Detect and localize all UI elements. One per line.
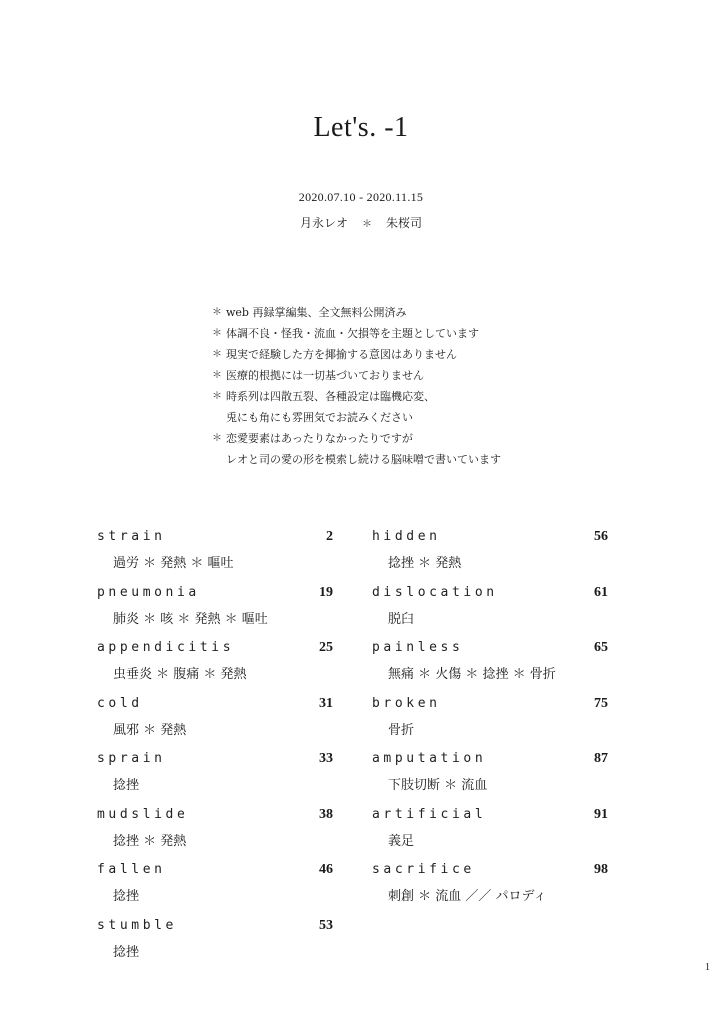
- toc-entry[interactable]: [97, 806, 333, 862]
- note-item: [212, 386, 552, 428]
- author-left: 月永レオ: [299, 216, 348, 230]
- note-line: web 再録掌編集、全文無料公開済み: [226, 306, 407, 319]
- toc-entry-page: 61: [594, 584, 608, 600]
- note-item: [212, 428, 552, 470]
- toc-entry-page: 87: [594, 751, 608, 766]
- toc-entry-title: stumble: [97, 917, 177, 933]
- toc-entry-title: mudslide: [97, 806, 189, 822]
- note-item: [212, 323, 552, 344]
- toc-entry-tags: 捻挫 ＊ 発熱: [113, 833, 187, 849]
- toc-entry-tags: 過労 ＊ 発熱 ＊ 嘔吐: [113, 556, 234, 571]
- toc-entry[interactable]: [372, 639, 608, 695]
- note-line: 時系列は四散五裂、各種設定は臨機応変、: [226, 390, 435, 403]
- toc-entry-title: dislocation: [372, 584, 498, 600]
- toc-entry[interactable]: [97, 528, 333, 584]
- toc-entry-tags: 捻挫: [113, 778, 140, 793]
- toc-entry-page: 98: [594, 862, 608, 877]
- toc-entry[interactable]: [97, 639, 333, 695]
- toc-entry[interactable]: [97, 750, 333, 806]
- page-title: Let's. -1: [313, 112, 409, 143]
- toc-entry-tags: 捻挫: [113, 889, 140, 904]
- toc-entry[interactable]: [372, 750, 608, 806]
- note-item: [212, 302, 552, 323]
- toc-entry-title: artificial: [372, 806, 487, 822]
- note-item: [212, 365, 552, 386]
- note-line: 現実で経験した方を揶揄する意図はありません: [226, 348, 457, 361]
- toc-entry-tags: 虫垂炎 ＊ 腹痛 ＊ 発熱: [113, 667, 247, 682]
- toc-entry-title: sacrifice: [372, 862, 475, 877]
- toc-entry-tags: 捻挫: [113, 944, 140, 960]
- toc-entry-page: 53: [319, 917, 333, 933]
- note-item: [212, 344, 552, 365]
- toc-entry-title: cold: [97, 695, 143, 711]
- toc-entry-title: pneumonia: [97, 584, 200, 600]
- toc-entry-page: 46: [319, 862, 333, 877]
- toc-entry[interactable]: [97, 695, 333, 751]
- toc-entry-title: fallen: [97, 862, 166, 877]
- note-line: 恋愛要素はあったりなかったりですが: [226, 432, 413, 445]
- toc-entry-tags: 下肢切断 ＊ 流血: [388, 778, 488, 793]
- toc-entry-tags: 骨折: [388, 722, 415, 738]
- toc-entry-page: 38: [319, 806, 333, 822]
- toc-entry-page: 33: [319, 751, 333, 766]
- note-line-continued: 兎にも角にも雰囲気でお読みください: [226, 411, 413, 424]
- toc-entry-page: 75: [594, 695, 608, 711]
- toc-entry-title: hidden: [372, 529, 441, 544]
- toc-entry-title: appendicitis: [97, 640, 235, 655]
- note-line: 体調不良・怪我・流血・欠損等を主題としています: [226, 327, 479, 340]
- page-number: 1: [705, 962, 710, 973]
- toc-entry-title: painless: [372, 640, 464, 655]
- note-line: 医療的根拠には一切基づいておりません: [226, 369, 424, 382]
- toc-entry-page: 2: [326, 529, 333, 544]
- toc-entry-title: amputation: [372, 751, 487, 766]
- toc-entry-tags: 風邪 ＊ 発熱: [113, 722, 187, 738]
- toc-entry-title: strain: [97, 529, 166, 544]
- toc-entry[interactable]: [372, 806, 608, 862]
- toc-entry[interactable]: [97, 584, 333, 640]
- author-separator: ＊: [362, 219, 372, 230]
- note-line-continued: レオと司の愛の形を模索し続ける脳味噌で書いています: [226, 453, 501, 466]
- toc-entry[interactable]: [372, 695, 608, 751]
- bullet-icon: ＊: [212, 391, 222, 402]
- toc-entry[interactable]: [97, 917, 333, 973]
- toc-entry[interactable]: [372, 528, 608, 584]
- toc-entry-page: 56: [594, 529, 608, 544]
- toc-entry[interactable]: [97, 861, 333, 917]
- authors: [0, 214, 722, 231]
- toc-entry-tags: 捻挫 ＊ 発熱: [388, 556, 462, 571]
- bullet-icon: ＊: [212, 370, 222, 381]
- toc-entry-tags: 義足: [388, 833, 415, 849]
- toc-entry-page: 25: [319, 640, 333, 655]
- toc-entry-page: 19: [319, 584, 333, 600]
- toc-entry-tags: 無痛 ＊ 火傷 ＊ 捻挫 ＊ 骨折: [388, 667, 556, 682]
- toc-right-column: [372, 528, 608, 917]
- bullet-icon: ＊: [212, 433, 222, 444]
- notes-list: [212, 302, 552, 470]
- toc-entry-tags: 脱臼: [388, 611, 415, 627]
- bullet-icon: ＊: [212, 328, 222, 339]
- toc-entry-tags: 肺炎 ＊ 咳 ＊ 発熱 ＊ 嘔吐: [113, 611, 268, 627]
- toc-entry-tags: 刺創 ＊ 流血 ／／ パロディ: [388, 889, 547, 904]
- toc-entry-page: 65: [594, 640, 608, 655]
- author-right: 朱桜司: [386, 216, 423, 230]
- toc-entry[interactable]: [372, 861, 608, 917]
- date-range: 2020.07.10 - 2020.11.15: [298, 190, 424, 204]
- bullet-icon: ＊: [212, 307, 222, 318]
- toc-left-column: [97, 528, 333, 972]
- toc-entry-title: broken: [372, 695, 441, 711]
- toc-entry[interactable]: [372, 584, 608, 640]
- toc-entry-title: sprain: [97, 751, 166, 766]
- bullet-icon: ＊: [212, 349, 222, 360]
- toc-entry-page: 91: [594, 806, 608, 822]
- toc-entry-page: 31: [319, 695, 333, 711]
